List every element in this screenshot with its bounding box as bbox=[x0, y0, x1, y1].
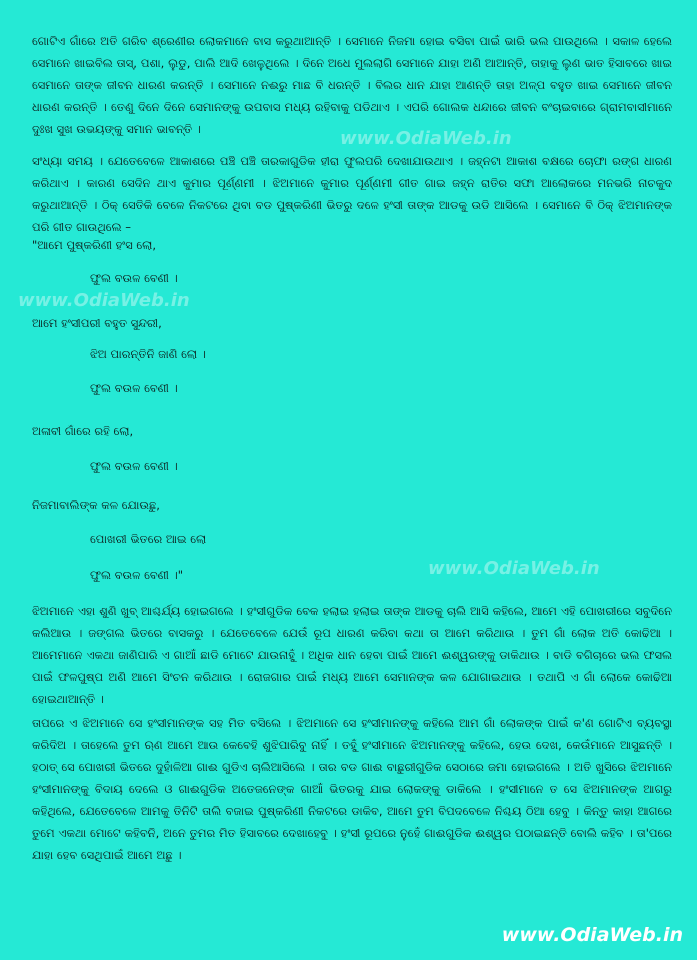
watermark-1: www.OdiaWeb.in bbox=[340, 128, 512, 149]
song-line-2: ଫୁଲ ବଉଳ ବେଣୀ । bbox=[90, 271, 178, 285]
song-line-7: ଫୁଲ ବଉଳ ବେଣୀ । bbox=[90, 459, 178, 473]
song-line-1: "ଆମେ ପୁଷ୍କରିଣୀ ହଂସ ଲୋ, bbox=[32, 238, 157, 252]
watermark-2: www.OdiaWeb.in bbox=[18, 290, 190, 311]
song-line-4: ଝିଅ ପାରନ୍ତିନି ଜାଣି ଲୋ । bbox=[90, 347, 206, 361]
song-line-9: ପୋଖରୀ ଭିତରେ ଆଇ ଲୋ bbox=[90, 532, 207, 546]
song-line-3: ଆମେ ହଂସୀପରୀ ବହୁତ ସୁନ୍ଦରୀ, bbox=[32, 316, 162, 330]
watermark-3: www.OdiaWeb.in bbox=[428, 558, 600, 579]
song-line-5: ଫୁଲ ବଉଳ ବେଣୀ । bbox=[90, 381, 178, 395]
song-line-8: ନିଜମାବାଲିଙ୍କ କଳ ଯୋଉଛୁ, bbox=[32, 498, 160, 512]
paragraph-intro: ଗୋଟିଏ ଗାଁରେ ଅତି ଗରିବ ଶ୍ରେଣୀର ଲୋକମାନେ ବାସ କରୁଥାଆନ୍ତି । ସେମାନେ ନିଜମା ହୋଇ ବସିବା ପାଇଁ ଭାରି ଭଲ ପାଉଥିଲେ । ସକାଳ ହେଲେ ସେମାନେ ଖାଇବିଲ ତାସ୍, ପଶା, ଲୁଡୁ, ପାଲି ଆଦି ଖେଳୁଥିଲେ । ଦିନେ ଅଧେ ମୁଲଲାଗି ସେମାନେ ଯାହା ଅଣି ଆଆନ୍ତି, ତାହାକୁ ଲୁଣ ଭାତ ହିସାବରେ ଖାଇ ସେମାନେ ତାଙ୍କ ଜୀବନ ଧାରଣ କରନ୍ତି । ସେମାନେ ନଈରୁ ମାଛ ବି ଧରନ୍ତି । ବିଲର ଧାନ ଯାହା ଆଣନ୍ତି ତାହା ଅଳ୍ପ ବହୁତ ଖାଇ ସେମାନେ ଜୀବନ ଧାରଣ କରନ୍ତି । ତେଣୁ ଦିନେ ଦିନେ ସେମାନଙ୍କୁ ଉପବାସ ମଧ୍ୟ ରହିବାକୁ ପଡିଥାଏ । ଏପରି ଗୋଲକ ଧନ୍ଦାରେ ଜୀବନ ବଂଚାଇବାରେ ଗ୍ରାମବାସୀମାନେ ଦୁଃଖ ସୁଖ ଉଭୟଙ୍କୁ ସମାନ ଭାବନ୍ତି । bbox=[32, 34, 676, 136]
paragraph-ending: ତାପରେ ଏ ଝିଅମାନେ ସେ ହଂସୀମାନଙ୍କ ସହ ମିତ ବସିଲେ । ଝିଅମାନେ ସେ ହଂସୀମାନଙ୍କୁ କହିଲେ ଆମ ଗାଁ ଲୋକଙ୍କ ପାଇଁ କ'ଣ ଗୋଟିଏ ବ୍ୟବସ୍ଥା କରିଦିଅ । ତାହେଲେ ତୁମ ଋଣ ଆମେ ଆଉ କେବେହି ଶୁଝିପାରିବୁ ନାହିଁ । ତହୁଁ ହଂସୀମାନେ ଝିଅମାନଙ୍କୁ କହିଲେ, ହେଉ ଦେଖ, କେଉଁମାନେ ଆସୁଛନ୍ତି । ହଠାତ୍ ସେ ପୋଖରୀ ଭିତରେ ଦୁହାଁଳିଆ ଗାଈ ଗୁଡିଏ ଚାଲିଆସିଲେ । ତାର ବଡ ଗାଈ ବାଛୁରୀଗୁଡିକ ସେଠାରେ ଜମା ହୋଇଗଲେ । ଅତି ଖୁସିରେ ଝିଅମାନେ ହଂସୀମାନଙ୍କୁ ବିଦାୟ ଦେଲେ ଓ ଗାଈଗୁଡିକ ଅତେଜନେଙ୍କ ଗାଆଁ ଭିତରକୁ ଯାଇ ଲୋକଙ୍କୁ ଡାକିଲେ । ହଂସୀମାନେ ତ ସେ ଝିଅମାନଙ୍କ ଆଗରୁ କହିଥିଲେ, ଯେତେବେଳେ ଆମକୁ ତିନିଟି ତାଲି ବଜାଇ ପୁଷ୍କରିଣୀ ନିକଟରେ ଡାକିବ, ଆମେ ତୁମ ବିପଦବେଳେ ନିଶ୍ଚୟ ଠିଆ ହେବୁ । କିନ୍ତୁ କାହା ଆଗରେ ତୁମେ ଏକଥା ମୋଟେ କହିବନି, ଅନେ ତୁମର ମିତ ହିସାବରେ ଦେଖାହେବୁ । ହଂସୀ ରୂପରେ ନୁହେଁ ଗାଈଗୁଡିକ ଈଶ୍ୱର ପଠାଇଛନ୍ତି ବୋଲି କହିବ । ତା'ପରେ ଯାହା ହେବ ସେଥିପାଇଁ ଆମେ ଅଛୁ । bbox=[32, 716, 676, 862]
paragraph-evening: ସଂଧ୍ୟା ସମୟ । ଯେତେବେଳେ ଆକାଶରେ ପଞ୍ଚି ପଞ୍ଚି ତାରକାଗୁଡିକ ହୀରା ଫୁଲପରି ଦେଖାଯାଉଥାଏ । ଜହ୍ନଟା ଆକାଶ ବକ୍ଷରେ ଚୋଫା ରଙ୍ଗ ଧାରଣ କରିଥାଏ । କାରଣ ସେଦିନ ଥାଏ କୁମାର ପୂର୍ଣ୍ଣମୀ । ଝିଅମାନେ କୁମାର ପୂର୍ଣ୍ଣମୀ ଗୀତ ଗାଇ ଜହ୍ନ ରାତିର ସଫା ଆଲୋକରେ ମନଭରି ନାଚକୁଦ କରୁଥାଆନ୍ତି । ଠିକ୍ ସେତିକି ବେଳେ ନିକଟରେ ଥିବା ବଡ ପୁଷ୍କରିଣୀ ଭିତରୁ ଦଳେ ହଂସୀ ତାଙ୍କ ଆଡକୁ ଉଡି ଆସିଲେ । ସେମାନେ ବି ଠିକ୍ ଝିଅମାନଙ୍କ ପରି ଗୀତ ଗାଉଥିଲେ – bbox=[32, 154, 676, 234]
song-line-10: ଫୁଲ ବଉଳ ବେଣୀ ।" bbox=[90, 568, 184, 582]
song-line-6: ଅଳାବୀ ଗାଁରେ ରହି ଲୋ, bbox=[32, 424, 134, 438]
site-logo: www.OdiaWeb.in bbox=[501, 924, 683, 946]
paragraph-girls: ଝିଅମାନେ ଏହା ଶୁଣି ଖୁବ୍ ଆଶ୍ଚର୍ଯ୍ୟ ହୋଇଗଲେ । ହଂସୀଗୁଡିକ ବେକ ହଲାଇ ହଲାଇ ତାଙ୍କ ଆଡକୁ ଚାଲି ଆସି କହିଲେ, ଆମେ ଏହି ପୋଖରୀରେ ସବୁଦିନେ କଲିଆଉ । ଜଙ୍ଗଲ ଭିତରେ ବାସକରୁ । ଯେତେବେଳେ ଯେଉଁ ରୂପ ଧାରଣ କରିବା କଥା ତା ଆମେ କରିଥାଉ । ତୁମ ଗାଁ ଲୋକ ଅତି କୋଢିଆ । ଆମେମାନେ ଏକଥା ଜାଣିପାରି ଏ ଗାଆଁ ଛାଡି ମୋଟେ ଯାଉନାହୁଁ । ଅଧିକ ଧାନ ହେବା ପାଇଁ ଆମେ ଈଶ୍ୱରଙ୍କୁ ଡାକିଥାଉ । ବାଡି ବଗିଚାରେ ଭଲ ଫସଲ ପାଇଁ ଫଳପୁଷ୍ପ ଅଣି ଆମେ ସିଂଚନ କରିଥାଉ । ରୋଜଗାର ପାଇଁ ମଧ୍ୟ ଆମେ ସେମାନଙ୍କ କଳ ଯୋଗାଇଥାଉ । ତଥାପି ଏ ଗାଁ ଲୋକେ କୋଢିଆ ହୋଇଥାଆନ୍ତି । bbox=[32, 604, 676, 706]
